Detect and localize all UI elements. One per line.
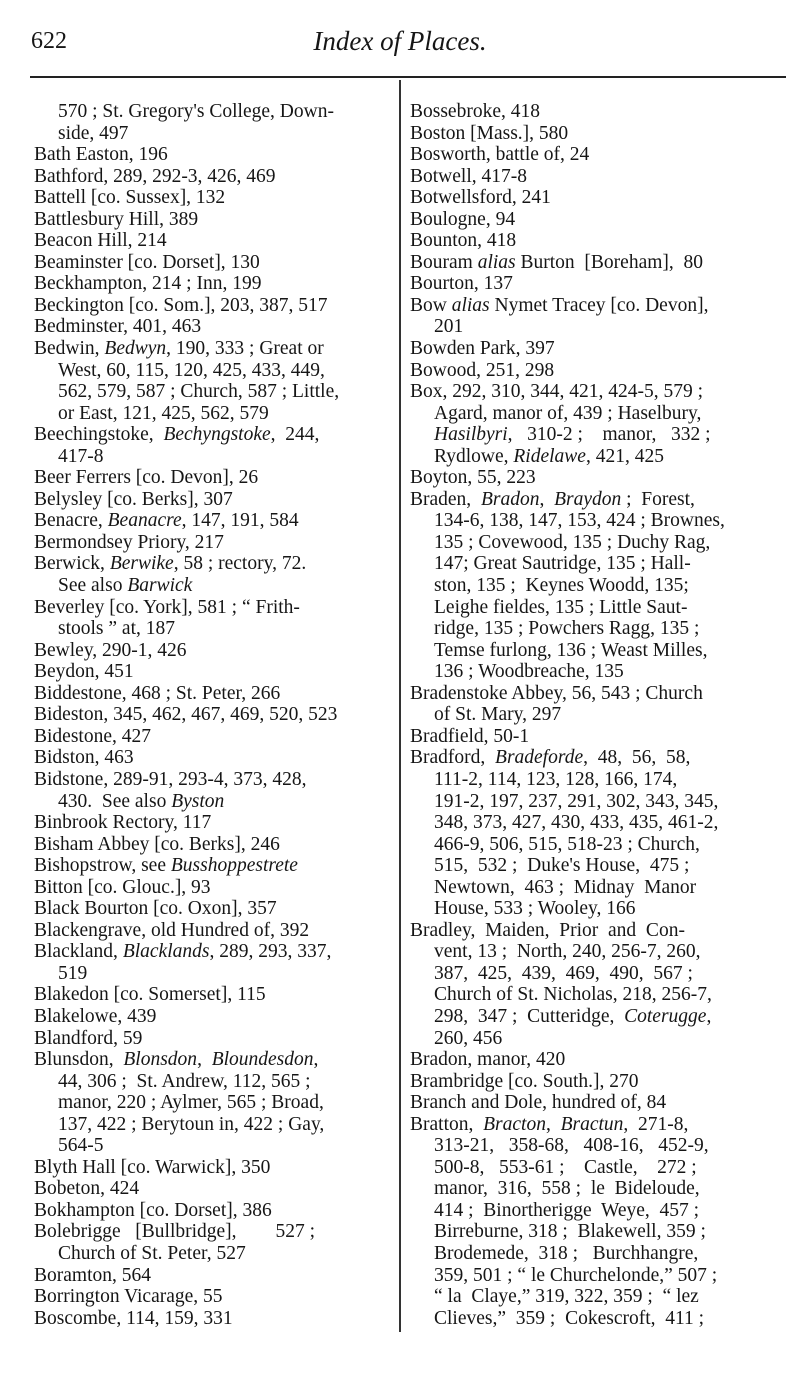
index-entry: [410, 144, 770, 166]
index-entry: [410, 338, 770, 360]
index-entry-continuation: [34, 963, 394, 985]
entry-text: Beechingstoke,: [34, 424, 164, 446]
entry-text: Beckhampton, 214 ; Inn, 199: [34, 273, 262, 295]
entry-text: of St. Mary, 297: [434, 704, 562, 726]
italic-variant-text: Coterugge: [624, 1005, 707, 1027]
entry-text: stools ” at, 187: [58, 618, 175, 640]
index-entry: [410, 489, 770, 511]
entry-text: Blandford, 59: [34, 1027, 143, 1049]
index-entry-continuation: [410, 1028, 770, 1050]
index-entry-continuation: [410, 769, 770, 791]
entry-text: Bradon, manor, 420: [410, 1049, 566, 1071]
index-entry: [410, 252, 770, 274]
entry-text: Biddestone, 468 ; St. Peter, 266: [34, 682, 281, 704]
index-entry-continuation: [34, 403, 394, 425]
entry-text: 387, 425, 439, 469, 490, 567 ;: [434, 962, 693, 984]
entry-text: Bathford, 289, 292-3, 426, 469: [34, 165, 276, 187]
index-entry-continuation: [34, 123, 394, 145]
index-entry: [34, 726, 394, 748]
entry-text: Boramton, 564: [34, 1264, 151, 1286]
index-entry-continuation: [410, 597, 770, 619]
index-entry: [410, 1071, 770, 1093]
entry-text: 111-2, 114, 123, 128, 166, 174,: [434, 768, 678, 790]
index-entry-continuation: [410, 1286, 770, 1308]
index-entry: [34, 209, 394, 231]
italic-variant-text: Bloundesdon: [211, 1049, 314, 1071]
entry-text: 298, 347 ; Cutteridge,: [434, 1005, 625, 1027]
index-entry-continuation: [410, 403, 770, 425]
entry-text: , 271-8,: [623, 1113, 689, 1135]
entry-text: side, 497: [58, 122, 129, 144]
index-entry-continuation: [410, 898, 770, 920]
index-entry-continuation: [410, 316, 770, 338]
index-entry: [34, 166, 394, 188]
italic-variant-text: Busshoppestrete: [170, 855, 298, 877]
entry-text: 359, 501 ; “ le Churchelonde,” 507 ;: [434, 1264, 718, 1286]
entry-text: Blackengrave, old Hundred of, 392: [34, 919, 310, 941]
index-entry: [410, 187, 770, 209]
entry-text: Bounton, 418: [410, 230, 517, 252]
index-entry: [34, 877, 394, 899]
entry-text: Bowden Park, 397: [410, 338, 555, 360]
entry-text: ridge, 135 ; Powchers Ragg, 135 ;: [434, 618, 700, 640]
index-column-right: [410, 101, 770, 1329]
entry-text: Church of St. Nicholas, 218, 256-7,: [434, 984, 712, 1006]
entry-text: Burton [Boreham], 80: [515, 251, 704, 273]
entry-text: ,: [197, 1049, 212, 1071]
entry-text: Benacre,: [34, 510, 108, 532]
index-entry: [410, 360, 770, 382]
entry-text: Beydon, 451: [34, 661, 134, 683]
entry-text: Bishopstrow, see: [34, 855, 171, 877]
index-entry: [410, 273, 770, 295]
index-entry: [34, 553, 394, 575]
entry-text: See also: [58, 575, 128, 597]
entry-text: , 310-2 ; manor, 332 ;: [507, 424, 711, 446]
entry-text: Battell [co. Sussex], 132: [34, 187, 226, 209]
entry-text: Agard, manor of, 439 ; Haselbury,: [434, 402, 702, 424]
entry-text: 414 ; Binortherigge Weye, 457 ;: [434, 1199, 700, 1221]
index-entry: [410, 1114, 770, 1136]
entry-text: Binbrook Rectory, 117: [34, 812, 212, 834]
index-entry-continuation: [410, 1006, 770, 1028]
index-entry-continuation: [410, 1157, 770, 1179]
index-entry: [34, 597, 394, 619]
index-entry: [410, 209, 770, 231]
entry-text: House, 533 ; Wooley, 166: [434, 898, 636, 920]
entry-text: Blakedon [co. Somerset], 115: [34, 984, 266, 1006]
entry-text: Bath Easton, 196: [34, 144, 168, 166]
entry-text: 191-2, 197, 237, 291, 302, 343, 345,: [434, 790, 719, 812]
italic-variant-text: Hasilbyri: [434, 424, 508, 446]
index-entry: [34, 316, 394, 338]
entry-text: Bisham Abbey [co. Berks], 246: [34, 833, 280, 855]
entry-text: manor, 220 ; Aylmer, 565 ; Broad,: [58, 1092, 324, 1114]
entry-text: Bradford,: [410, 747, 496, 769]
column-divider: [399, 80, 401, 1332]
entry-text: 564-5: [58, 1135, 104, 1157]
index-entry: [34, 187, 394, 209]
entry-text: Birreburne, 318 ; Blakewell, 359 ;: [434, 1221, 706, 1243]
entry-text: ston, 135 ; Keynes Woodd, 135;: [434, 575, 689, 597]
entry-text: Berwick,: [34, 553, 110, 575]
entry-text: Bourton, 137: [410, 273, 513, 295]
index-entry-continuation: [410, 640, 770, 662]
page-title: Index of Places.: [313, 26, 487, 56]
index-entry: [34, 532, 394, 554]
entry-text: Bermondsey Priory, 217: [34, 531, 224, 553]
index-entry: [34, 769, 394, 791]
index-entry-continuation: [410, 1178, 770, 1200]
index-entry: [34, 1221, 394, 1243]
index-entry: [410, 381, 770, 403]
italic-variant-text: alias: [477, 251, 516, 273]
entry-text: Bidstone, 289-91, 293-4, 373, 428,: [34, 768, 307, 790]
entry-text: Battlesbury Hill, 389: [34, 208, 199, 230]
italic-variant-text: Byston: [171, 790, 225, 812]
index-entry: [34, 489, 394, 511]
index-entry-continuation: [410, 1243, 770, 1265]
entry-text: 562, 579, 587 ; Church, 587 ; Little,: [58, 381, 340, 403]
index-entry-continuation: [410, 1200, 770, 1222]
index-entry-continuation: [410, 1135, 770, 1157]
entry-text: Bolebrigge [Bullbridge], 527 ;: [34, 1221, 316, 1243]
index-entry-continuation: [410, 704, 770, 726]
italic-variant-text: Braydon: [554, 488, 622, 510]
italic-variant-text: Beanacre: [107, 510, 182, 532]
index-entry: [410, 123, 770, 145]
entry-text: , 421, 425: [585, 445, 664, 467]
index-entry-continuation: [410, 553, 770, 575]
index-entry: [34, 1178, 394, 1200]
entry-text: Boyton, 55, 223: [410, 467, 536, 489]
entry-text: manor, 316, 558 ; le Bideloude,: [434, 1178, 700, 1200]
entry-text: 417-8: [58, 445, 104, 467]
entry-text: Bidston, 463: [34, 747, 134, 769]
entry-text: , 244,: [270, 424, 320, 446]
entry-text: Bow: [410, 294, 452, 316]
index-entry: [410, 747, 770, 769]
italic-variant-text: Bracton: [483, 1113, 546, 1135]
entry-text: Beckington [co. Som.], 203, 387, 517: [34, 294, 328, 316]
index-column-left: [34, 101, 394, 1329]
entry-text: Botwell, 417-8: [410, 165, 527, 187]
entry-text: Nymet Tracey [co. Devon],: [489, 294, 709, 316]
index-entry: [410, 230, 770, 252]
entry-text: “ la Claye,” 319, 322, 359 ; “ lez: [434, 1286, 699, 1308]
index-entry: [34, 230, 394, 252]
entry-text: Bitton [co. Glouc.], 93: [34, 876, 211, 898]
index-entry-continuation: [410, 877, 770, 899]
header-rule: [30, 76, 786, 78]
index-entry: [34, 704, 394, 726]
entry-text: vent, 13 ; North, 240, 256-7, 260,: [434, 941, 701, 963]
entry-text: Beaminster [co. Dorset], 130: [34, 251, 260, 273]
entry-text: , 58 ; rectory, 72.: [173, 553, 307, 575]
entry-text: 201: [434, 316, 464, 338]
entry-text: 44, 306 ; St. Andrew, 112, 565 ;: [58, 1070, 311, 1092]
index-entry-continuation: [34, 360, 394, 382]
entry-text: Boscombe, 114, 159, 331: [34, 1307, 233, 1329]
index-entry-continuation: [34, 618, 394, 640]
index-entry: [34, 1157, 394, 1179]
index-entry: [34, 1006, 394, 1028]
entry-text: 570 ; St. Gregory's College, Down-: [58, 101, 334, 122]
index-entry: [34, 295, 394, 317]
index-entry-continuation: [34, 1071, 394, 1093]
index-entry-continuation: [410, 1221, 770, 1243]
entry-text: Bradfield, 50-1: [410, 725, 530, 747]
index-entry-continuation: [34, 446, 394, 468]
entry-text: Braden,: [410, 488, 481, 510]
entry-text: Bobeton, 424: [34, 1178, 140, 1200]
italic-variant-text: Berwike: [109, 553, 174, 575]
entry-text: 466-9, 506, 515, 518-23 ; Church,: [434, 833, 700, 855]
entry-text: Rydlowe,: [434, 445, 514, 467]
entry-text: Bokhampton [co. Dorset], 386: [34, 1199, 272, 1221]
entry-text: 519: [58, 962, 88, 984]
index-entry: [410, 467, 770, 489]
index-entry-continuation: [410, 532, 770, 554]
index-entry-continuation: [410, 812, 770, 834]
entry-text: ,: [706, 1005, 712, 1027]
entry-text: Brambridge [co. South.], 270: [410, 1070, 639, 1092]
entry-text: Bedwin,: [34, 338, 105, 360]
index-entry: [34, 747, 394, 769]
index-entry: [410, 101, 770, 123]
entry-text: Blackland,: [34, 941, 123, 963]
index-entry: [34, 683, 394, 705]
index-entry: [410, 1092, 770, 1114]
entry-text: Bewley, 290-1, 426: [34, 639, 187, 661]
index-entry: [34, 1286, 394, 1308]
entry-text: Bedminster, 401, 463: [34, 316, 202, 338]
italic-variant-text: Blonsdon: [123, 1049, 198, 1071]
entry-text: Borrington Vicarage, 55: [34, 1286, 223, 1308]
index-entry: [34, 144, 394, 166]
italic-variant-text: Bechyngstoke: [163, 424, 271, 446]
entry-text: ,: [313, 1049, 319, 1071]
italic-variant-text: Bradon: [480, 488, 540, 510]
entry-text: Leighe fieldes, 135 ; Little Saut-: [434, 596, 688, 618]
entry-text: ,: [545, 1113, 561, 1135]
index-entry: [34, 1308, 394, 1330]
entry-text: Bradley, Maiden, Prior and Con-: [410, 919, 685, 941]
entry-text: 137, 422 ; Berytoun in, 422 ; Gay,: [58, 1113, 325, 1135]
index-entry-continuation: [410, 963, 770, 985]
index-entry-continuation: [410, 575, 770, 597]
entry-text: or East, 121, 425, 562, 579: [58, 402, 269, 424]
entry-text: Bradenstoke Abbey, 56, 543 ; Church: [410, 682, 703, 704]
index-entry: [34, 424, 394, 446]
entry-text: Bouram: [410, 251, 478, 273]
entry-text: Temse furlong, 136 ; Weast Milles,: [434, 639, 708, 661]
index-entry: [34, 812, 394, 834]
entry-text: Bowood, 251, 298: [410, 359, 555, 381]
index-entry-continuation: [410, 834, 770, 856]
entry-text: 134-6, 138, 147, 153, 424 ; Brownes,: [434, 510, 725, 532]
index-entry: [34, 855, 394, 877]
italic-variant-text: Bedwyn: [104, 338, 167, 360]
index-entry-continuation: [410, 446, 770, 468]
entry-text: 135 ; Covewood, 135 ; Duchy Rag,: [434, 531, 711, 553]
index-entry-continuation: [410, 855, 770, 877]
entry-text: Bossebroke, 418: [410, 101, 540, 122]
index-entry: [34, 661, 394, 683]
index-entry: [34, 338, 394, 360]
index-entry-continuation: [410, 661, 770, 683]
entry-text: Belysley [co. Berks], 307: [34, 488, 233, 510]
entry-text: , 48, 56, 58,: [583, 747, 691, 769]
entry-text: Church of St. Peter, 527: [58, 1242, 246, 1264]
index-entry: [34, 941, 394, 963]
page-number: 622: [31, 28, 67, 54]
index-entry: [34, 834, 394, 856]
entry-text: Blunsdon,: [34, 1049, 124, 1071]
index-entry-continuation: [410, 1265, 770, 1287]
index-entry-continuation: [410, 618, 770, 640]
index-entry-continuation: [34, 1114, 394, 1136]
italic-variant-text: alias: [451, 294, 490, 316]
index-entry-continuation: [410, 1308, 770, 1330]
index-entry-continuation: [410, 424, 770, 446]
index-entry-continuation: [34, 1135, 394, 1157]
entry-text: 136 ; Woodbreache, 135: [434, 661, 624, 683]
entry-text: West, 60, 115, 120, 425, 433, 449,: [58, 359, 325, 381]
entry-text: Bosworth, battle of, 24: [410, 144, 590, 166]
entry-text: Clieves,” 359 ; Cokescroft, 411 ;: [434, 1307, 705, 1329]
entry-text: , 289, 293, 337,: [209, 941, 332, 963]
italic-variant-text: Blacklands: [122, 941, 210, 963]
index-entry-continuation: [410, 984, 770, 1006]
entry-text: 515, 532 ; Duke's House, 475 ;: [434, 855, 690, 877]
entry-text: Bratton,: [410, 1113, 484, 1135]
entry-text: Black Bourton [co. Oxon], 357: [34, 898, 277, 920]
italic-variant-text: Bradeforde: [495, 747, 584, 769]
entry-text: Bidestone, 427: [34, 725, 151, 747]
entry-text: Botwellsford, 241: [410, 187, 551, 209]
index-entry: [410, 726, 770, 748]
entry-text: ; Forest,: [621, 488, 695, 510]
index-entry: [34, 640, 394, 662]
entry-text: Brodemede, 318 ; Burchhangre,: [434, 1242, 699, 1264]
index-entry: [34, 1265, 394, 1287]
entry-text: 313-21, 358-68, 408-16, 452-9,: [434, 1135, 709, 1157]
entry-text: Box, 292, 310, 344, 421, 424-5, 579 ;: [410, 381, 704, 403]
entry-text: Branch and Dole, hundred of, 84: [410, 1092, 667, 1114]
index-entry-continuation: [34, 791, 394, 813]
italic-variant-text: Ridelawe: [513, 445, 586, 467]
entry-text: 430. See also: [58, 790, 172, 812]
entry-text: Bideston, 345, 462, 467, 469, 520, 523: [34, 704, 338, 726]
index-entry-continuation: [34, 575, 394, 597]
index-entry-continuation: [410, 941, 770, 963]
index-entry: [34, 898, 394, 920]
entry-text: Beverley [co. York], 581 ; “ Frith-: [34, 596, 300, 618]
index-entry: [34, 252, 394, 274]
entry-text: Blyth Hall [co. Warwick], 350: [34, 1156, 271, 1178]
entry-text: 147; Great Sautridge, 135 ; Hall-: [434, 553, 691, 575]
index-entry: [34, 920, 394, 942]
index-entry-continuation: [34, 1243, 394, 1265]
entry-text: , 190, 333 ; Great or: [166, 338, 324, 360]
index-entry: [410, 295, 770, 317]
index-entry: [410, 683, 770, 705]
entry-text: Boston [Mass.], 580: [410, 122, 569, 144]
index-entry: [410, 166, 770, 188]
index-entry: [410, 1049, 770, 1071]
index-entry-continuation: [34, 381, 394, 403]
italic-variant-text: Bractun: [560, 1113, 624, 1135]
index-entry: [34, 984, 394, 1006]
index-entry: [34, 1028, 394, 1050]
entry-text: Beer Ferrers [co. Devon], 26: [34, 467, 259, 489]
entry-text: Boulogne, 94: [410, 208, 516, 230]
index-entry-continuation: [410, 510, 770, 532]
entry-text: , 147, 191, 584: [181, 510, 299, 532]
index-entry: [34, 510, 394, 532]
index-entry-continuation: [410, 791, 770, 813]
index-entry-continuation: [34, 1092, 394, 1114]
index-entry: [410, 920, 770, 942]
entry-text: Beacon Hill, 214: [34, 230, 167, 252]
entry-text: ,: [539, 488, 555, 510]
index-entry: [34, 273, 394, 295]
entry-text: Blakelowe, 439: [34, 1005, 157, 1027]
index-entry: [34, 1200, 394, 1222]
entry-text: 260, 456: [434, 1027, 503, 1049]
italic-variant-text: Barwick: [127, 575, 193, 597]
index-entry-continuation: [34, 101, 394, 123]
entry-text: 500-8, 553-61 ; Castle, 272 ;: [434, 1156, 697, 1178]
index-entry: [34, 1049, 394, 1071]
entry-text: 348, 373, 427, 430, 433, 435, 461-2,: [434, 812, 719, 834]
index-entry: [34, 467, 394, 489]
entry-text: Newtown, 463 ; Midnay Manor: [434, 876, 697, 898]
